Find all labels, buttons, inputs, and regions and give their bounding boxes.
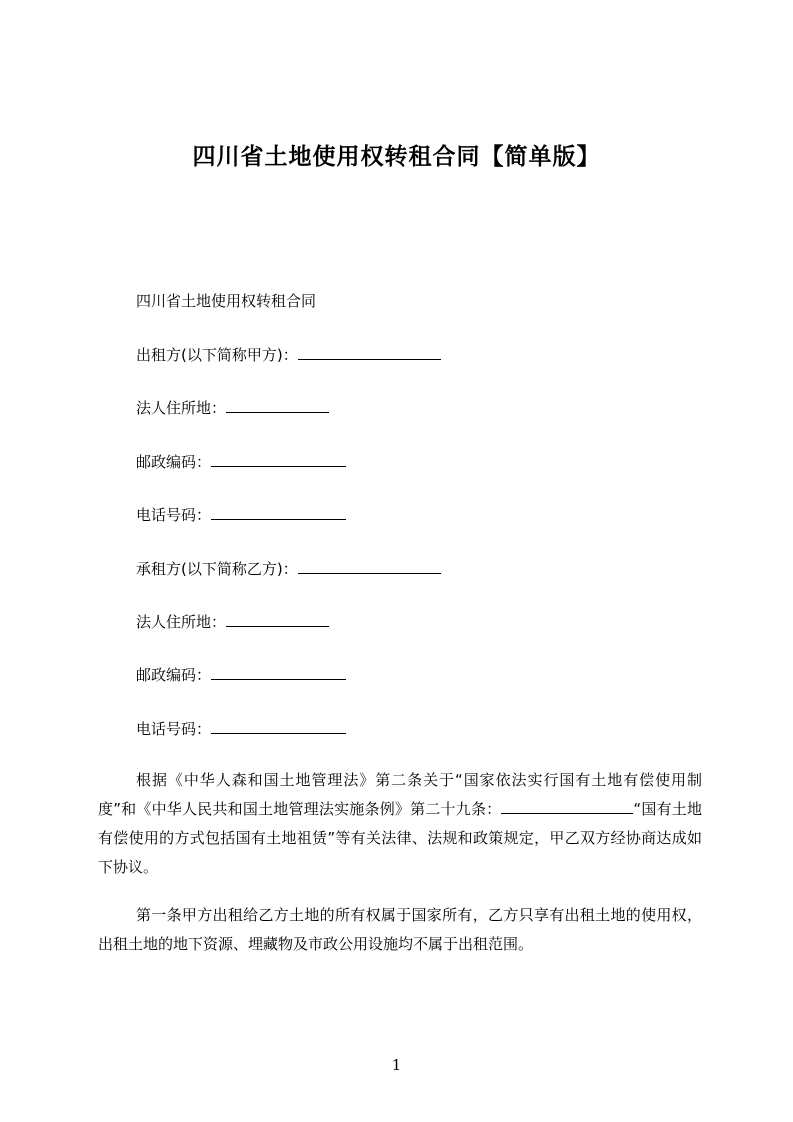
preamble-text: 根据《中华人森和国土地管理法》第二条关于“国家依法实行国有土地有偿使用制度”和《中华人民共和国土地管理法实施条例》第二十九条： [98,771,702,818]
fill-in-blank [211,719,346,734]
preamble-text-continued: “国有土地有偿使用的方式包括国有土地祖赁”等有关法律、法规和政策规定，甲乙双方经协商达成如下协议。 [98,800,702,876]
lessor-name-field [136,345,441,365]
field-label: 法人住所地： [136,613,227,631]
article-one-paragraph: 第一条甲方出租给乙方土地的所有权属于国家所有，乙方只享有出租土地的使用权，出租土地的地下资源、埋藏物及市政公用设施均不属于出租范围。 [98,906,702,953]
field-label: 电话号码： [136,506,212,524]
fill-in-blank [211,452,346,467]
lessee-address-field [136,612,329,632]
field-label: 电话号码： [136,720,212,738]
lessor-address-field [136,398,329,418]
document-title: 四川省土地使用权转租合同【简单版】 [192,144,601,170]
fill-in-blank [298,345,441,360]
fill-in-blank [298,559,441,574]
field-label: 邮政编码： [136,453,212,471]
lessee-name-field [136,559,441,579]
lessee-phone-field [136,719,346,739]
field-label: 承租方(以下简称乙方)： [136,560,298,578]
field-label: 法人住所地： [136,399,227,417]
field-label: 出租方(以下简称甲方)： [136,346,298,364]
field-label: 邮政编码： [136,666,212,684]
lessor-phone-field [136,505,346,525]
fill-in-blank [211,665,346,680]
lessee-postcode-field [136,665,346,685]
fill-in-blank [226,398,329,413]
preamble-paragraph [98,766,702,882]
page-number: 1 [391,1056,402,1074]
fill-in-blank [226,612,329,627]
contract-subtitle: 四川省土地使用权转租合同 [136,292,317,310]
lessor-postcode-field [136,452,346,472]
fill-in-blank [211,505,346,520]
fill-in-blank [501,799,633,814]
